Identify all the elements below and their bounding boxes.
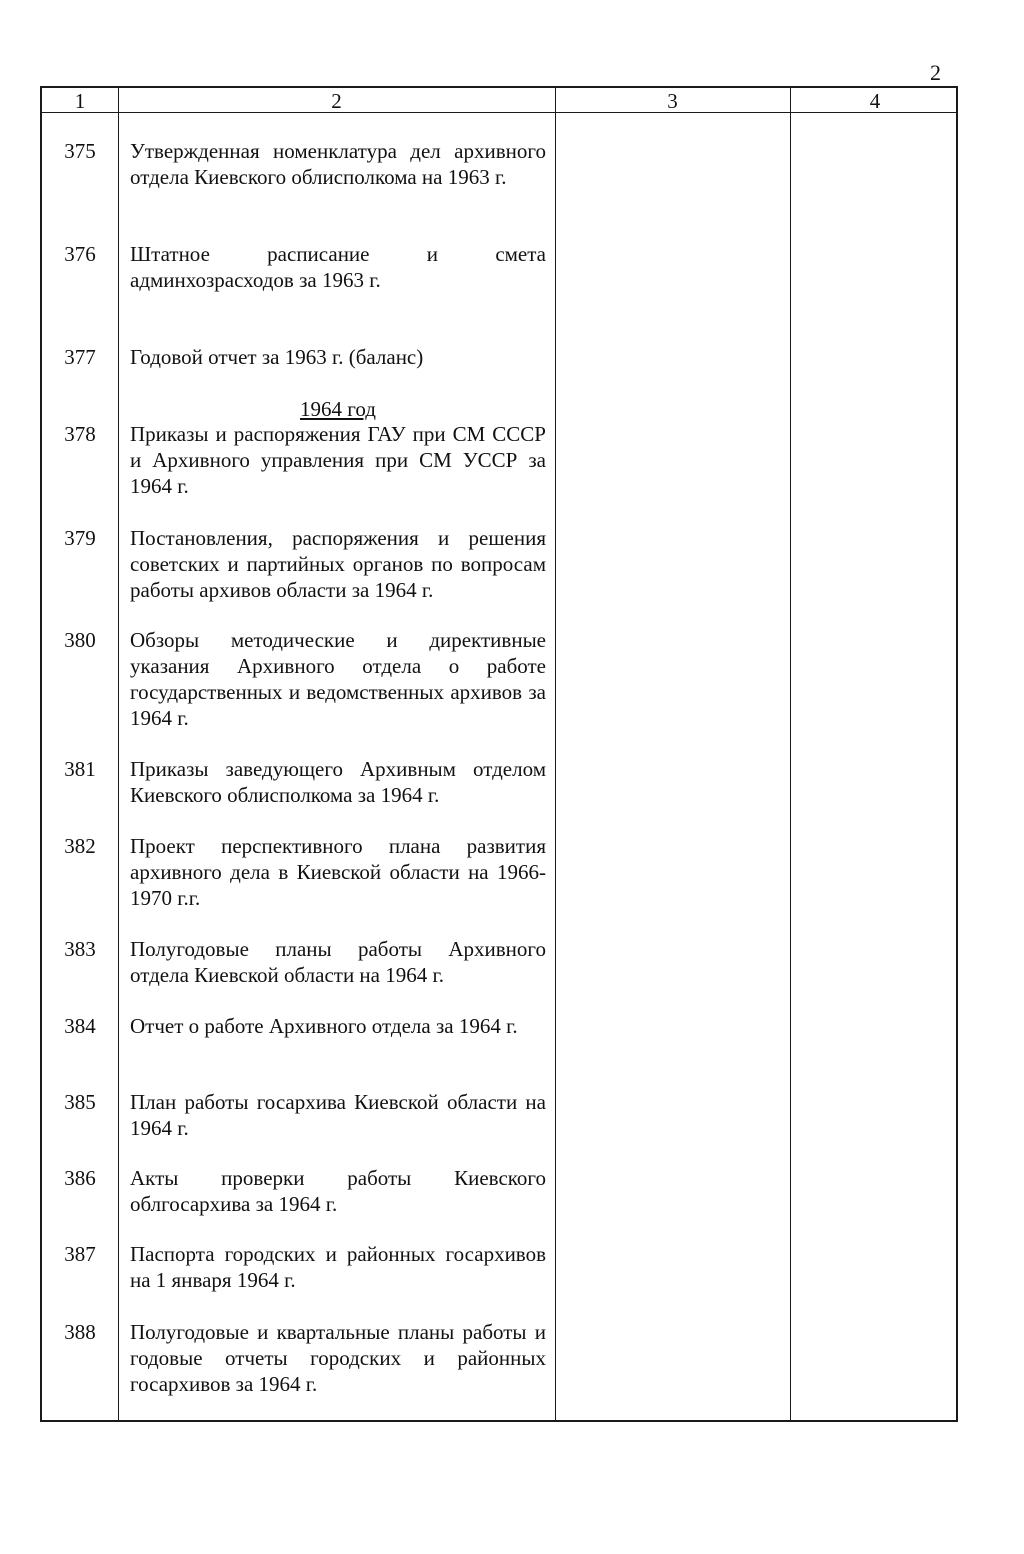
row-number: 386 <box>64 1166 96 1190</box>
column-divider <box>790 88 791 1420</box>
row-number: 378 <box>64 422 96 446</box>
row-title: Приказы и распоряжения ГАУ при СМ СССР и Архивного управления при СМ УССР за 1964 г. <box>130 422 546 498</box>
row-title: Утвержденная номенклатура дел архивного отдела Киевского облисполкома на 1963 г. <box>130 139 546 189</box>
row-title: Обзоры методические и директивные указания Архивного отдела о работе государственных и ведомственных архивов за 1964 г. <box>130 628 546 730</box>
row-number: 387 <box>64 1242 96 1266</box>
row-title: Штатное расписание и смета админхозрасходов за 1963 г. <box>130 242 546 292</box>
row-title: План работы госархива Киевской области на 1964 г. <box>130 1090 546 1140</box>
row-number: 385 <box>64 1090 96 1114</box>
row-number: 377 <box>64 345 96 369</box>
row-number: 388 <box>64 1320 96 1344</box>
row-number: 376 <box>64 242 96 266</box>
column-header-3: 3 <box>667 89 678 113</box>
year-heading: 1964 год <box>300 397 376 421</box>
register-table <box>40 86 958 1422</box>
row-title: Приказы заведующего Архивным отделом Киевского облисполкома за 1964 г. <box>130 757 546 807</box>
row-title: Полугодовые и квартальные планы работы и годовые отчеты городских и районных госархивов за 1964 г. <box>130 1320 546 1396</box>
row-title: Паспорта городских и районных госархивов на 1 января 1964 г. <box>130 1242 546 1292</box>
column-divider <box>555 88 556 1420</box>
header-divider <box>42 112 956 113</box>
row-number: 383 <box>64 937 96 961</box>
row-title: Постановления, распоряжения и решения советских и партийных органов по вопросам работы архивов области за 1964 г. <box>130 526 546 602</box>
row-number: 381 <box>64 757 96 781</box>
page-number: 2 <box>930 60 941 85</box>
row-title: Отчет о работе Архивного отдела за 1964 г. <box>130 1014 518 1038</box>
column-divider <box>118 88 119 1420</box>
column-header-1: 1 <box>74 89 86 113</box>
row-title: Акты проверки работы Киевского облгосархива за 1964 г. <box>130 1166 546 1216</box>
row-title: Полугодовые планы работы Архивного отдела Киевской области на 1964 г. <box>130 937 546 987</box>
row-title: Проект перспективного плана развития архивного дела в Киевской области на 1966-1970 г.г. <box>130 834 546 910</box>
row-number: 384 <box>64 1014 96 1038</box>
row-title: Годовой отчет за 1963 г. (баланс) <box>130 345 424 369</box>
column-header-2: 2 <box>331 89 342 113</box>
column-header-4: 4 <box>869 89 881 113</box>
row-number: 380 <box>64 628 96 652</box>
row-number: 375 <box>64 139 96 163</box>
row-number: 379 <box>64 526 96 550</box>
row-number: 382 <box>64 834 96 858</box>
